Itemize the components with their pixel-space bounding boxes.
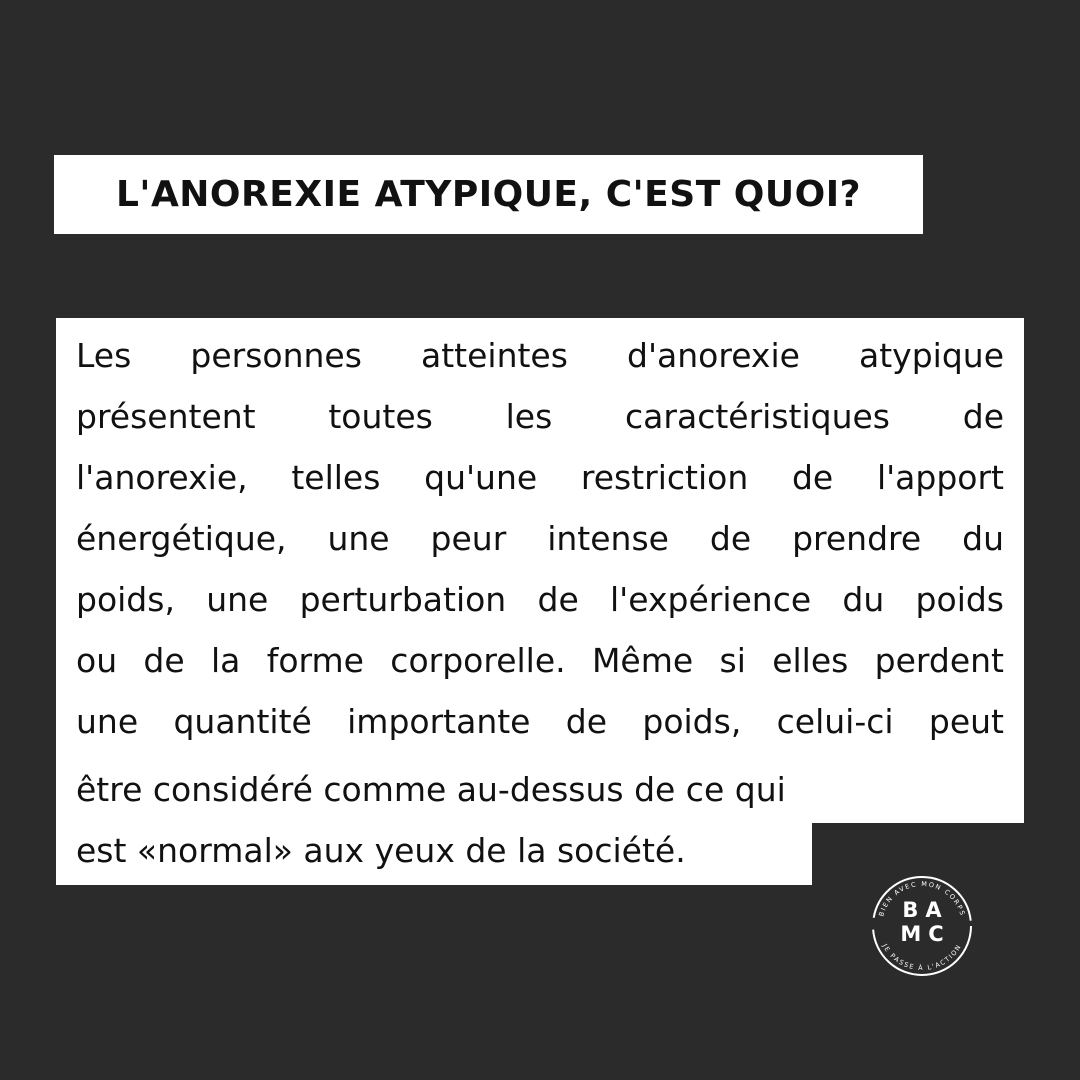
logo-line-1: BA	[902, 898, 949, 922]
body-text-line: Les personnes atteintes d'anorexie atypique	[76, 336, 1004, 375]
logo-line-2: MC	[900, 922, 951, 946]
page-title: L'ANOREXIE ATYPIQUE, C'EST QUOI?	[115, 174, 862, 215]
body-text-line: une quantité importante de poids, celui-ci peut	[76, 702, 1004, 741]
body-text-line: l'anorexie, telles qu'une restriction de l'apport	[76, 458, 1004, 497]
body-text-line: présentent toutes les caractéristiques de	[76, 397, 1004, 436]
logo-ring-bottom-text: JE PASSE À L'ACTION	[880, 942, 964, 973]
bamc-logo	[864, 868, 980, 984]
title-box	[54, 155, 923, 234]
body-text-line: énergétique, une peur intense de prendre du	[76, 519, 1004, 558]
logo-ring-top-text: BIEN AVEC MON CORPS	[877, 879, 967, 918]
body-text-line: être considéré comme au-dessus de ce qui	[76, 770, 786, 809]
body-text-line: est «normal» aux yeux de la société.	[76, 831, 686, 870]
body-text-line: ou de la forme corporelle. Même si elles perdent	[76, 641, 1004, 680]
svg-text:JE PASSE À L'ACTION	[880, 942, 963, 972]
body-text-line: poids, une perturbation de l'expérience du poids	[76, 580, 1004, 619]
logo-letters	[864, 898, 980, 946]
